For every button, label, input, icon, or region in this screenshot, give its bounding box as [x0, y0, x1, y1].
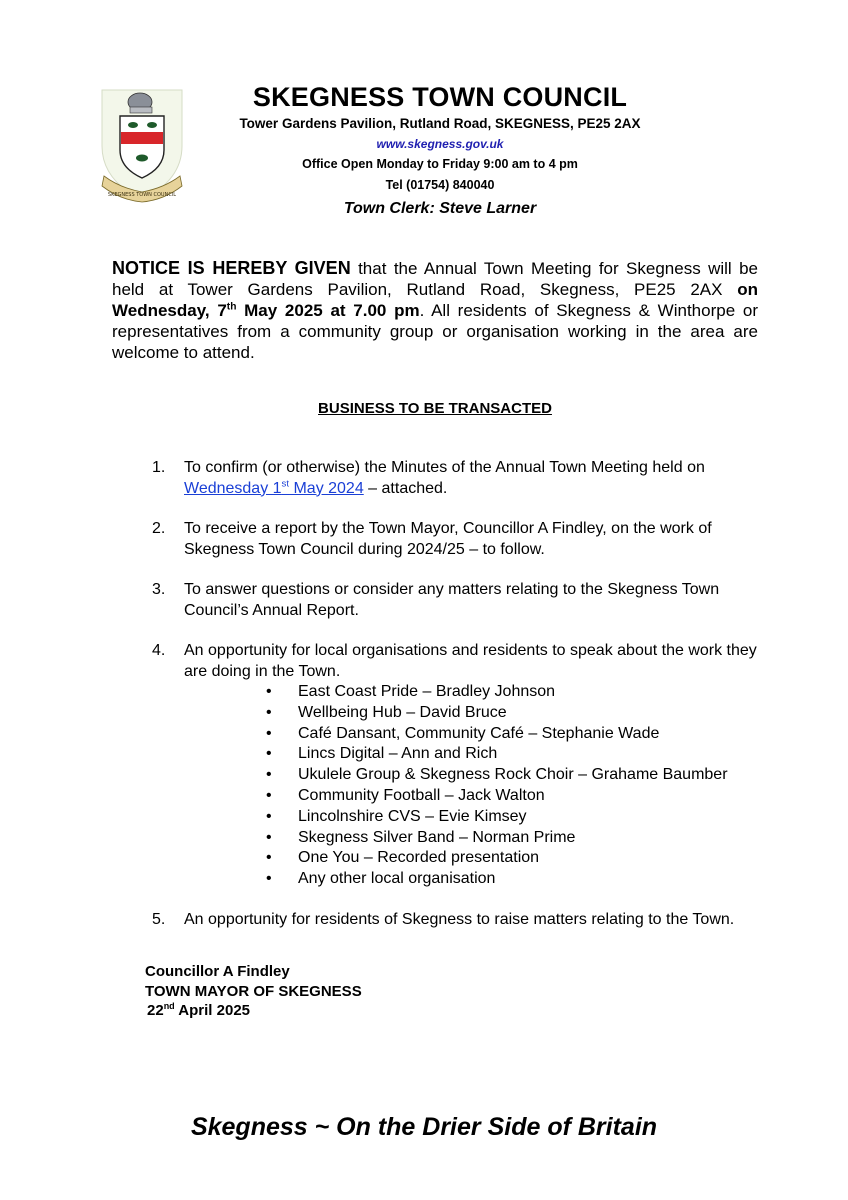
notice-date-sup: th — [226, 301, 237, 313]
agenda-item-text-end: – attached. — [363, 479, 448, 497]
council-website-link[interactable]: www.skegness.gov.uk — [376, 137, 504, 151]
speaker-item: • Wellbeing Hub – David Bruce — [266, 703, 772, 724]
agenda-item-4 — [152, 641, 772, 890]
minutes-link[interactable] — [184, 480, 364, 497]
agenda-list — [152, 458, 772, 950]
agenda-item-number: 3. — [152, 581, 166, 598]
signature-date-day: 22 — [147, 1002, 164, 1019]
agenda-item-number: 4. — [152, 642, 166, 659]
notice-lead: NOTICE IS HEREBY GIVEN — [112, 258, 351, 278]
speaker-list — [184, 682, 772, 890]
speaker-item: • East Coast Pride – Bradley Johnson — [266, 682, 772, 703]
agenda-item-2 — [152, 519, 772, 560]
minutes-link-sup[interactable]: st — [281, 478, 290, 490]
notice-date-b: May 2025 at 7.00 pm — [236, 301, 420, 320]
speaker-item: • Ukulele Group & Skegness Rock Choir – Grahame Baumber — [266, 765, 772, 786]
signature-block — [145, 962, 362, 1021]
signatory-name: Councillor A Findley — [145, 963, 290, 980]
speaker-item: • Skegness Silver Band – Norman Prime — [266, 828, 772, 849]
agenda-item-number: 2. — [152, 520, 166, 537]
signature-date-rest: April 2025 — [174, 1002, 251, 1019]
speaker-item: • One You – Recorded presentation — [266, 848, 772, 869]
office-hours: Office Open Monday to Friday 9:00 am to 4 pm — [302, 157, 578, 171]
town-clerk: Town Clerk: Steve Larner — [343, 200, 537, 217]
crest-motto: SKEGNESS TOWN COUNCIL — [107, 192, 177, 198]
agenda-item-3 — [152, 580, 772, 621]
agenda-item-number: 5. — [152, 910, 166, 928]
signatory-title: TOWN MAYOR OF SKEGNESS — [145, 982, 362, 1000]
agenda-item-5 — [152, 910, 772, 931]
speaker-item: • Lincs Digital – Ann and Rich — [266, 744, 772, 765]
notice-date-a: on Wednesday, 7 — [112, 280, 758, 320]
agenda-item-text: An opportunity for residents of Skegness to raise matters relating to the Town. — [184, 910, 735, 928]
speaker-item: • Lincolnshire CVS – Evie Kimsey — [266, 807, 772, 828]
agenda-item-text: To receive a report by the Town Mayor, Councillor A Findley, on the work of Skegness Town Council during 2024/25 – to follow. — [184, 520, 712, 558]
notice-paragraph — [112, 258, 758, 363]
agenda-item-number: 1. — [152, 459, 166, 476]
minutes-link-text[interactable]: Wednesday 1 — [184, 479, 282, 497]
agenda-item-text: To confirm (or otherwise) the Minutes of the Annual Town Meeting held on — [184, 459, 705, 476]
signature-date-sup: nd — [163, 1001, 175, 1011]
signature-date — [145, 1001, 362, 1021]
speaker-item: • Any other local organisation — [266, 869, 772, 890]
agenda-item-1 — [152, 458, 772, 499]
council-name: SKEGNESS TOWN COUNCIL — [252, 82, 628, 112]
speaker-item: • Community Football – Jack Walton — [266, 786, 772, 807]
minutes-link-text-end[interactable]: May 2024 — [289, 479, 364, 497]
telephone: Tel (01754) 840040 — [385, 178, 495, 192]
footer-slogan: Skegness ~ On the Drier Side of Britain — [190, 1113, 658, 1141]
notice-text-1: that the Annual Town Meeting for Skegness will be held at Tower Gardens Pavilion, Rutland Road, Skegness, PE25 2AX — [112, 259, 758, 299]
council-address: Tower Gardens Pavilion, Rutland Road, SKEGNESS, PE25 2AX — [239, 116, 641, 131]
speaker-item: • Café Dansant, Community Café – Stephanie Wade — [266, 724, 772, 745]
agenda-item-text: To answer questions or consider any matters relating to the Skegness Town Council’s Annual Report. — [184, 581, 720, 619]
agenda-item-text: An opportunity for local organisations and residents to speak about the work they are doing in the Town. — [184, 642, 757, 680]
notice-text-2: . All residents of Skegness & Winthorpe or representatives from a community group or organisation working in the area are welcome to attend. — [112, 301, 758, 362]
business-heading: BUSINESS TO BE TRANSACTED — [318, 400, 552, 417]
